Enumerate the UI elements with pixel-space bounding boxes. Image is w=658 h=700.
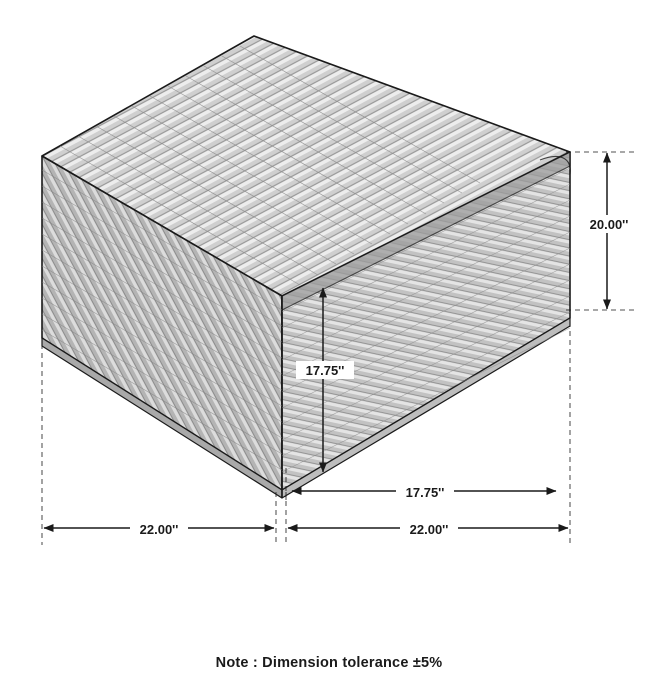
tolerance-note: Note : Dimension tolerance ±5%: [215, 655, 443, 671]
dimension-label-height-right: 20.00'': [589, 217, 629, 232]
dimension-label-clearance-center: 17.75'': [305, 363, 345, 378]
dimension-label-depth-lower: 17.75'': [405, 485, 445, 500]
table-illustration: [42, 36, 570, 498]
dimension-label-width-left: 22.00'': [139, 522, 179, 537]
dimension-label-width-right: 22.00'': [409, 522, 449, 537]
